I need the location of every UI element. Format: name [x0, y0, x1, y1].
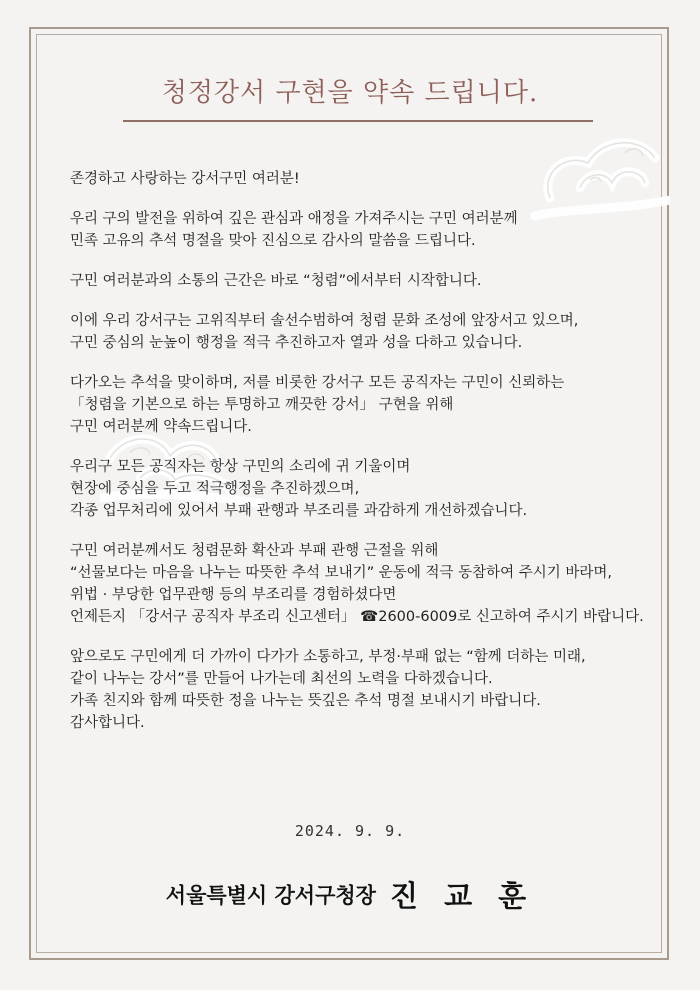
text-line-report-center: 언제든지 「강서구 공직자 부조리 신고센터」 ☎2600-6009로 신고하여 주시기 바랍니다.: [70, 609, 644, 625]
paragraph-closing: [70, 646, 670, 734]
text-line: 구민 여러분께 약속드립니다.: [70, 419, 252, 435]
text-line: 민족 고유의 추석 명절을 맞아 진심으로 감사의 말씀을 드립니다.: [70, 233, 476, 249]
text-line: 각종 업무처리에 있어서 부패 관행과 부조리를 과감하게 개선하겠습니다.: [70, 503, 528, 519]
signature-name: 진 교 훈: [389, 879, 535, 913]
text-line: 우리구 모든 공직자는 항상 구민의 소리에 귀 기울이며: [70, 459, 411, 475]
text-line: 「청렴을 기본으로 하는 투명하고 깨끗한 강서」 구현을 위해: [70, 397, 454, 413]
signature-organization: 서울특별시 강서구청장: [165, 883, 376, 908]
letter-date: 2024. 9. 9.: [294, 822, 406, 840]
text-line: 존경하고 사랑하는 강서구민 여러분!: [70, 171, 300, 187]
paragraph-integrity: [70, 270, 670, 292]
paragraph-promise: [70, 372, 670, 438]
paragraph-leadership: [70, 310, 670, 354]
paragraph-thanks: [70, 208, 670, 252]
text-line: 위법 · 부당한 업무관행 등의 부조리를 경험하셨다면: [70, 587, 397, 603]
title-underline: [123, 120, 593, 122]
letter-body: [70, 168, 670, 752]
text-line: 우리 구의 발전을 위하여 깊은 관심과 애정을 가져주시는 구민 여러분께: [70, 211, 518, 227]
text-line: 구민 중심의 눈높이 행정을 적극 추진하고자 열과 성을 다하고 있습니다.: [70, 335, 523, 351]
page-title: 청정강서 구현을 약속 드립니다.: [161, 78, 539, 108]
text-line: 다가오는 추석을 맞이하며, 저를 비롯한 강서구 모든 공직자는 구민이 신뢰하는: [70, 375, 565, 391]
signature-block: [0, 874, 700, 915]
text-line: 이에 우리 강서구는 고위직부터 솔선수범하여 청렴 문화 조성에 앞장서고 있으며,: [70, 313, 579, 329]
text-line: 같이 나누는 강서”를 만들어 나가는데 최선의 노력을 다하겠습니다.: [70, 671, 493, 687]
paragraph-request: [70, 540, 670, 628]
paragraph-commitment: [70, 456, 670, 522]
text-line: 구민 여러분과의 소통의 근간은 바로 “청렴”에서부터 시작합니다.: [70, 273, 482, 289]
text-line: “선물보다는 마음을 나누는 따뜻한 추석 보내기” 운동에 적극 동참하여 주시기 바라며,: [70, 565, 612, 581]
text-line: 감사합니다.: [70, 715, 145, 731]
text-line: 구민 여러분께서도 청렴문화 확산과 부패 관행 근절을 위해: [70, 543, 439, 559]
paragraph-greeting: [70, 168, 670, 190]
text-line: 앞으로도 구민에게 더 가까이 다가가 소통하고, 부정·부패 없는 “함께 더하는 미래,: [70, 649, 586, 665]
text-line: 현장에 중심을 두고 적극행정을 추진하겠으며,: [70, 481, 360, 497]
text-line: 가족 친지와 함께 따뜻한 정을 나누는 뜻깊은 추석 명절 보내시기 바랍니다.: [70, 693, 541, 709]
